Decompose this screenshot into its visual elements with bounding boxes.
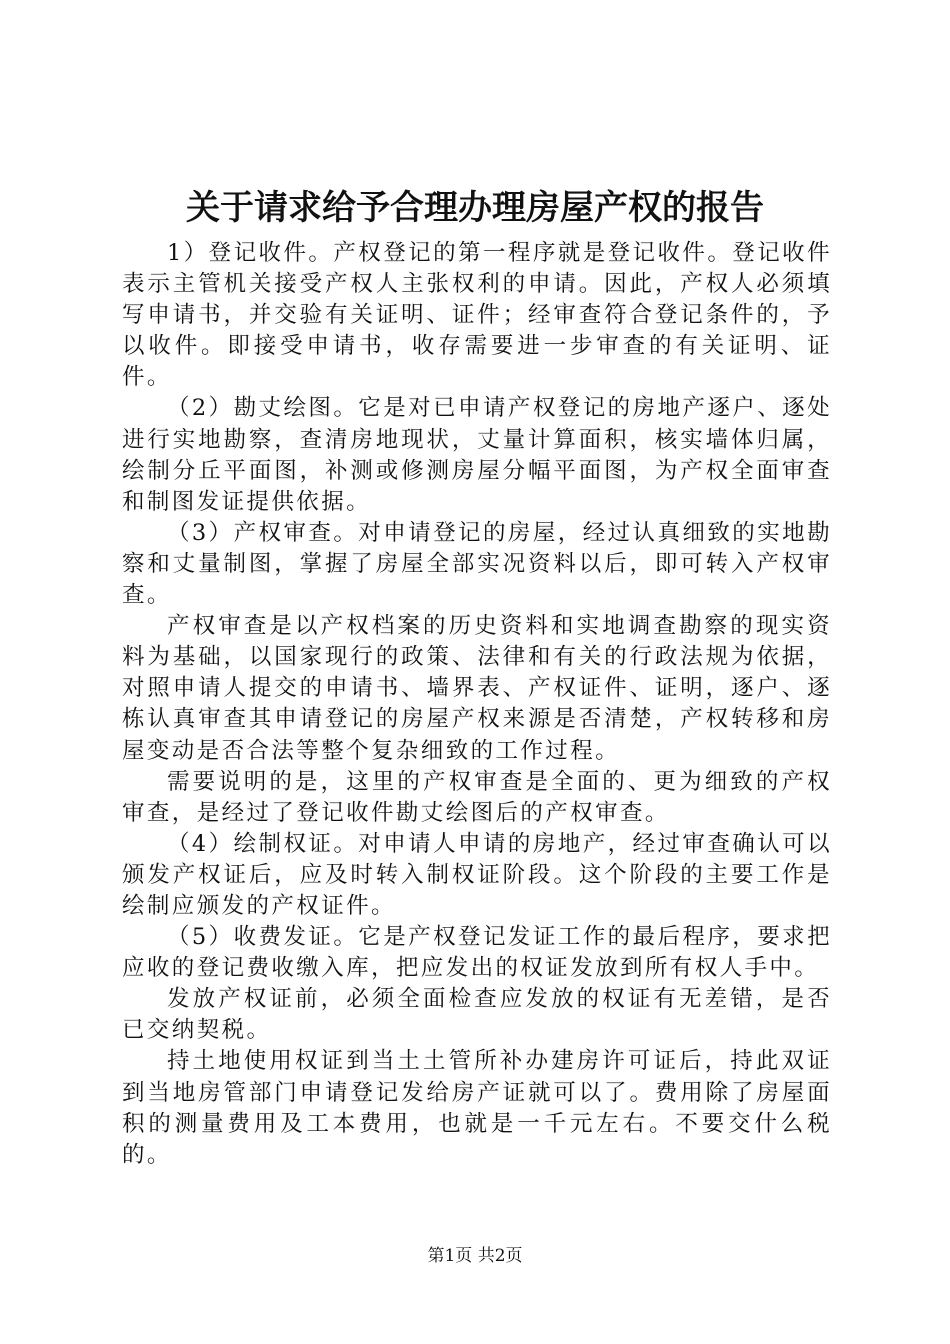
paragraph-4: 产权审查是以产权档案的历史资料和实地调查勘察的现实资料为基础，以国家现行的政策、法律和有关的行政法规为依据，对照申请人提交的申请书、墙界表、产权证件、证明，逐户、逐栋认真审查其申请登记的房屋产权来源是否清楚，产权转移和房屋变动是否合法等整个复杂细致的工作过程。	[122, 613, 832, 764]
document-body	[122, 238, 832, 1171]
paragraph-5: 需要说明的是，这里的产权审查是全面的、更为细致的产权审查，是经过了登记收件勘丈绘图后的产权审查。	[122, 768, 832, 826]
paragraph-7: （5）收费发证。它是产权登记发证工作的最后程序，要求把应收的登记费收缴入库，把应发出的权证发放到所有权人手中。	[122, 924, 832, 982]
page-number-footer: 第1页 共2页	[427, 1246, 523, 1266]
paragraph-2: （2）勘丈绘图。它是对已申请产权登记的房地产逐户、逐处进行实地勘察，查清房地现状，丈量计算面积，核实墙体归属，绘制分丘平面图，补测或修测房屋分幅平面图，为产权全面审查和制图发证提供依据。	[122, 395, 832, 515]
paragraph-8: 发放产权证前，必须全面检查应发放的权证有无差错，是否已交纳契税。	[122, 986, 832, 1044]
paragraph-1: 1）登记收件。产权登记的第一程序就是登记收件。登记收件表示主管机关接受产权人主张权利的申请。因此，产权人必须填写申请书，并交验有关证明、证件；经审查符合登记条件的，予以收件。即接受申请书，收存需要进一步审查的有关证明、证件。	[122, 240, 832, 391]
document-title: 关于请求给予合理办理房屋产权的报告	[186, 188, 764, 228]
paragraph-3: （3）产权审查。对申请登记的房屋，经过认真细致的实地勘察和丈量制图，掌握了房屋全部实况资料以后，即可转入产权审查。	[122, 519, 832, 609]
paragraph-6: （4）绘制权证。对申请人申请的房地产，经过审查确认可以颁发产权证后，应及时转入制权证阶段。这个阶段的主要工作是绘制应颁发的产权证件。	[122, 830, 832, 919]
paragraph-9: 持土地使用权证到当土土管所补办建房许可证后，持此双证到当地房管部门申请登记发给房产证就可以了。费用除了房屋面积的测量费用及工本费用，也就是一千元左右。不要交什么税的。	[122, 1048, 832, 1168]
